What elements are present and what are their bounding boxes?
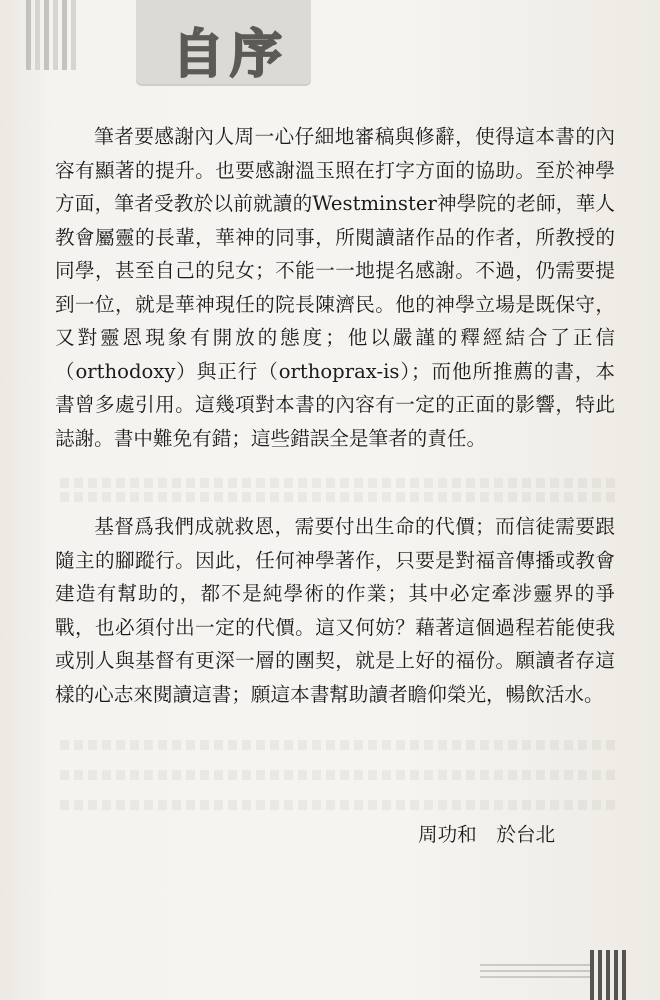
preface-paragraph-1	[55, 120, 615, 455]
author-signature: 周功和 於台北	[418, 823, 556, 846]
barcode-edge	[590, 950, 630, 1000]
faint-print-lines	[480, 962, 590, 978]
page-title: 自序	[171, 25, 288, 85]
footer-print-marks	[470, 940, 620, 1000]
preface-paragraph-2	[55, 510, 615, 711]
paragraph-text: 基督爲我們成就救恩，需要付出生命的代價；而信徒需要跟隨主的腳蹤行。因此，任何神學著作，只要是對福音傳播或教會建造有幫助的，都不是純學術的作業；其中必定牽涉靈界的爭戰，也必須付出一定的代價。這又何妨？藉著這個過程若能使我或別人與基督有更深一層的團契，就是上好的福份。願讀者存這樣的心志來閱讀這書；願這本書幫助讀者瞻仰榮光，暢飲活水。	[55, 515, 615, 706]
show-through-line	[60, 770, 620, 780]
binding-edge-marks	[26, 0, 76, 70]
paragraph-text: 筆者要感謝內人周一心仔細地審稿與修辭，使得這本書的內容有顯著的提升。也要感謝溫玉照在打字方面的協助。至於神學方面，筆者受教於以前就讀的Westminster神學院的老師，華人教會屬靈的長輩，華神的同事，所閱讀諸作品的作者，所教授的同學，甚至自己的兒女；不能一一地提名感謝。不過，仍需要提到一位，就是華神現任的院長陳濟民。他的神學立場是既保守，又對靈恩現象有開放的態度；他以嚴謹的釋經結合了正信（orthodoxy）與正行（orthoprax-is）；而他所推薦的書，本書曾多處引用。這幾項對本書的內容有一定的正面的影響，特此誌謝。書中難免有錯；這些錯誤全是筆者的責任。	[55, 125, 615, 450]
show-through-line	[60, 492, 620, 502]
show-through-line	[60, 740, 620, 750]
show-through-line	[60, 800, 620, 810]
show-through-line	[60, 478, 620, 488]
